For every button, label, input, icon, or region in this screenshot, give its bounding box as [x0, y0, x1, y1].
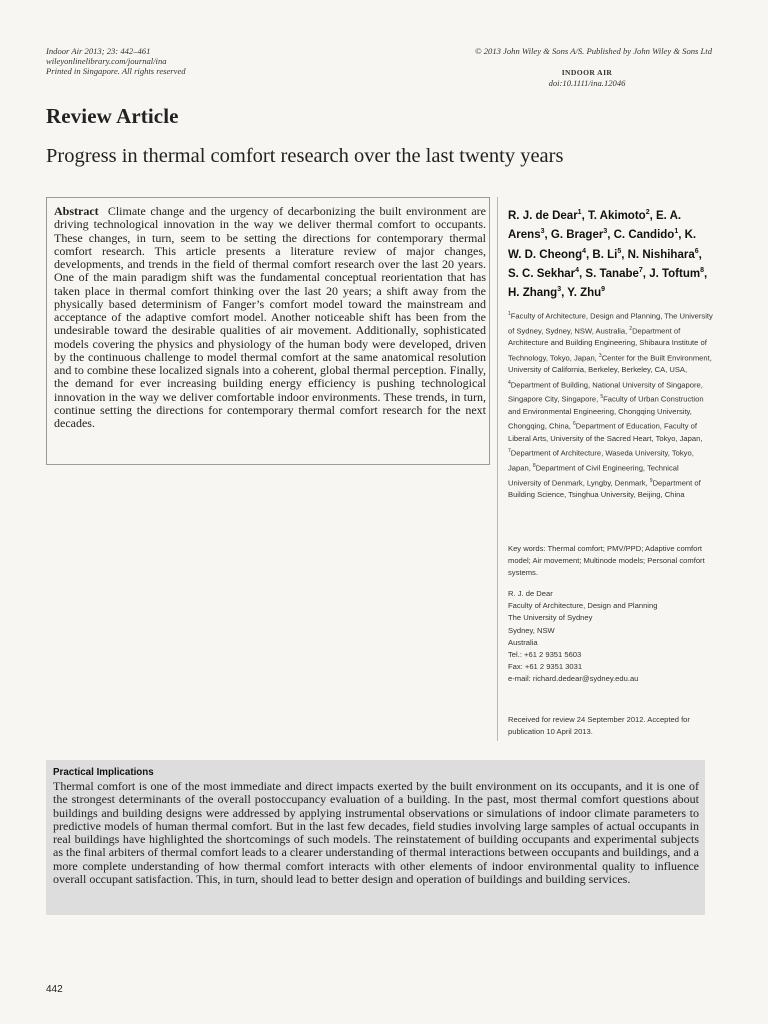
author-name: N. Nishihara	[627, 248, 695, 261]
affiliation-text: Department of Building, National University of Singapore, Singapore City, Singapore,	[508, 380, 703, 404]
contact-line: Fax: +61 2 9351 3031	[508, 662, 583, 672]
contact-line: Faculty of Architecture, Design and Planning	[508, 601, 658, 611]
abstract-text	[54, 205, 486, 430]
author-affiliation-mark: 9	[601, 286, 606, 294]
practical-implications-heading: Practical Implications	[53, 767, 154, 778]
author-name: R. J. de Dear	[508, 209, 578, 222]
author-list: R. J. de Dear$^1$, T. Akimoto$^2$, E. A. Arens$^3$, G. Brager$^3$, C. Candido$^1$, K. W. D. Cheong$^4$, B. Li$^5$, N. Nishihara$^6$, S. C. Sekhar$^4$, S. Tanabe$^7$, J. Toftum$^8$, H. Zhang$^3$, Y. Zhu$^9$	[508, 209, 708, 300]
running-header-left	[46, 46, 306, 76]
received-dates: Received for review 24 September 2012. Accepted for publication 10 April 2013.	[508, 715, 690, 737]
author-name: C. Candido	[613, 229, 675, 242]
author-name: Y. Zhu	[567, 287, 602, 300]
author-affiliation-mark: 7	[638, 266, 643, 274]
contact-line: The University of Sydney	[508, 613, 593, 623]
column-divider	[497, 197, 498, 741]
affiliation-text: Faculty of Urban Construction and Environmental Engineering, Chongqing University, Chongqing, China,	[508, 394, 704, 431]
affiliations	[508, 308, 713, 502]
affiliation-text: Faculty of Architecture, Design and Planning, The University of Sydney, Sydney, NSW, Australia,	[508, 311, 713, 336]
contact-email[interactable]: e-mail: richard.dedear@sydney.edu.au	[508, 674, 639, 684]
abstract-body: Climate change and the urgency of decarbonizing the built environment are driving technological innovation in the way we deliver thermal comfort to occupants. These changes, in turn, seem to be setting the directions for contemporary thermal comfort research. This article presents a literature review of major changes, developments, and trends in the field of thermal comfort research over the last 20 years. One of the main paradigm shift was the fundamental conceptual reorientation that has taken place in thermal comfort thinking over the last 20 years; a shift away from the physically based determinism of Fanger’s comfort model toward the mainstream and acceptance of the adaptive comfort model. Another noticeable shift has been from the undesirable toward the desirable qualities of air movement. Additionally, sophisticated models covering the physics and physiology of the human body were developed, driven by the continuous challenge to model thermal comfort at the same anatomical resolution and to combine these localized signals into a coherent, global thermal perception. Finally, the demand for ever increasing building energy efficiency is pushing technological innovation in the way we deliver comfortable indoor environments. These trends, in turn, continue setting the directions for contemporary thermal comfort research for the next decades.	[54, 204, 486, 430]
article-type: Review Article	[46, 104, 179, 128]
author-affiliation-mark: 3	[603, 228, 608, 236]
affiliation-text: Department of Building Science, Tsinghua University, Beijing, China	[508, 478, 701, 500]
author-affiliation-mark: 1	[577, 209, 582, 216]
affiliation-text: Department of Architecture and Building Engineering, Shibaura Institute of Technology, Tokyo, Japan,	[508, 326, 707, 363]
page-number: 442	[46, 984, 63, 995]
author-name: K. W. D. Cheong	[508, 229, 697, 261]
author-affiliation-mark: 3	[557, 286, 562, 294]
affiliation-mark: 9	[649, 477, 653, 484]
printed-note: Printed in Singapore. All rights reserved	[46, 66, 186, 76]
affiliation-mark: 1	[508, 311, 511, 317]
author-name: H. Zhang	[508, 287, 558, 300]
author-name: S. C. Sekhar	[508, 267, 576, 280]
journal-name: INDOOR AIR	[561, 68, 613, 77]
author-name: T. Akimoto	[587, 209, 646, 222]
practical-implications-box	[46, 760, 705, 915]
affiliation-mark: 5	[600, 394, 604, 401]
author-name: G. Brager	[550, 229, 604, 242]
keywords: Key words: Thermal comfort; PMV/PPD; Adaptive comfort model; Air movement; Multinode models; Personal comfort systems.	[508, 544, 705, 578]
author-affiliation-mark: 4	[582, 247, 587, 255]
copyright: © 2013 John Wiley & Sons A/S. Published by John Wiley & Sons Ltd	[475, 46, 712, 56]
affiliation-text: Center for the Built Environment, University of California, Berkeley, Berkeley, CA, USA,	[508, 353, 712, 375]
author-name: B. Li	[592, 248, 618, 261]
author-affiliation-mark: 1	[674, 228, 679, 236]
author-affiliation-mark: 2	[645, 209, 650, 216]
practical-implications-text: Thermal comfort is one of the most immediate and direct impacts exerted by the built environment on its occupants, and it is one of the strongest determinants of the overall postoccupancy evaluation of a building. In the past, most thermal comfort questions about buildings and building designs were addressed by applying instrumental observations or simulations of indoor climate parameters to predictive models of human thermal comfort. But in the last few decades, field studies involving large samples of actual occupants in real buildings have highlighted the shortcomings of such models. The reinstatement of building occupants and experimental subjects as the final arbiters of thermal comfort leads to a clearer understanding of thermal interactions between occupants and buildings, and a more complete understanding of how thermal comfort interacts with other elements of indoor environmental quality to influence overall occupant satisfaction. This, in turn, should lead to better design and operation of buildings and building services.	[53, 779, 699, 887]
author-affiliation-mark: 4	[575, 266, 580, 274]
article-title: Progress in thermal comfort research over the last twenty years	[46, 145, 564, 167]
affiliation-mark: 4	[508, 379, 511, 386]
affiliation-text: Department of Education, Faculty of Liberal Arts, University of the Sacred Heart, Tokyo, Japan,	[508, 421, 703, 444]
author-name: J. Toftum	[649, 267, 701, 280]
author-affiliation-mark: 3	[540, 228, 545, 236]
affiliation-text: Department of Architecture, Waseda University, Tokyo, Japan,	[508, 448, 694, 473]
journal-website[interactable]: wileyonlinelibrary.com/journal/ina	[46, 56, 167, 66]
affiliation-mark: 3	[598, 352, 602, 359]
doi[interactable]: doi:10.1111/ina.12046	[548, 78, 626, 88]
author-affiliation-mark: 5	[617, 247, 622, 255]
contact-line: Tel.: +61 2 9351 5603	[508, 650, 582, 660]
affiliation-text: Department of Civil Engineering, Technical University of Denmark, Lyngby, Denmark,	[508, 463, 679, 488]
affiliation-mark: 7	[508, 448, 511, 455]
contact-line: R. J. de Dear	[508, 589, 553, 598]
author-name: S. Tanabe	[585, 267, 639, 280]
abstract-box	[46, 197, 490, 465]
affiliation-mark: 6	[573, 421, 576, 428]
affiliation-mark: 8	[532, 462, 536, 469]
contact-line: Australia	[508, 637, 538, 647]
affiliation-mark: 2	[629, 325, 633, 332]
author-name: E. A. Arens	[508, 209, 682, 242]
correspondence	[508, 588, 713, 686]
running-header-right	[392, 46, 712, 88]
abstract-label: Abstract	[54, 204, 99, 218]
author-affiliation-mark: 6	[694, 247, 699, 255]
citation: Indoor Air 2013; 23: 442–461	[46, 46, 151, 56]
author-affiliation-mark: 8	[700, 266, 704, 274]
contact-line: Sydney, NSW	[508, 625, 555, 635]
